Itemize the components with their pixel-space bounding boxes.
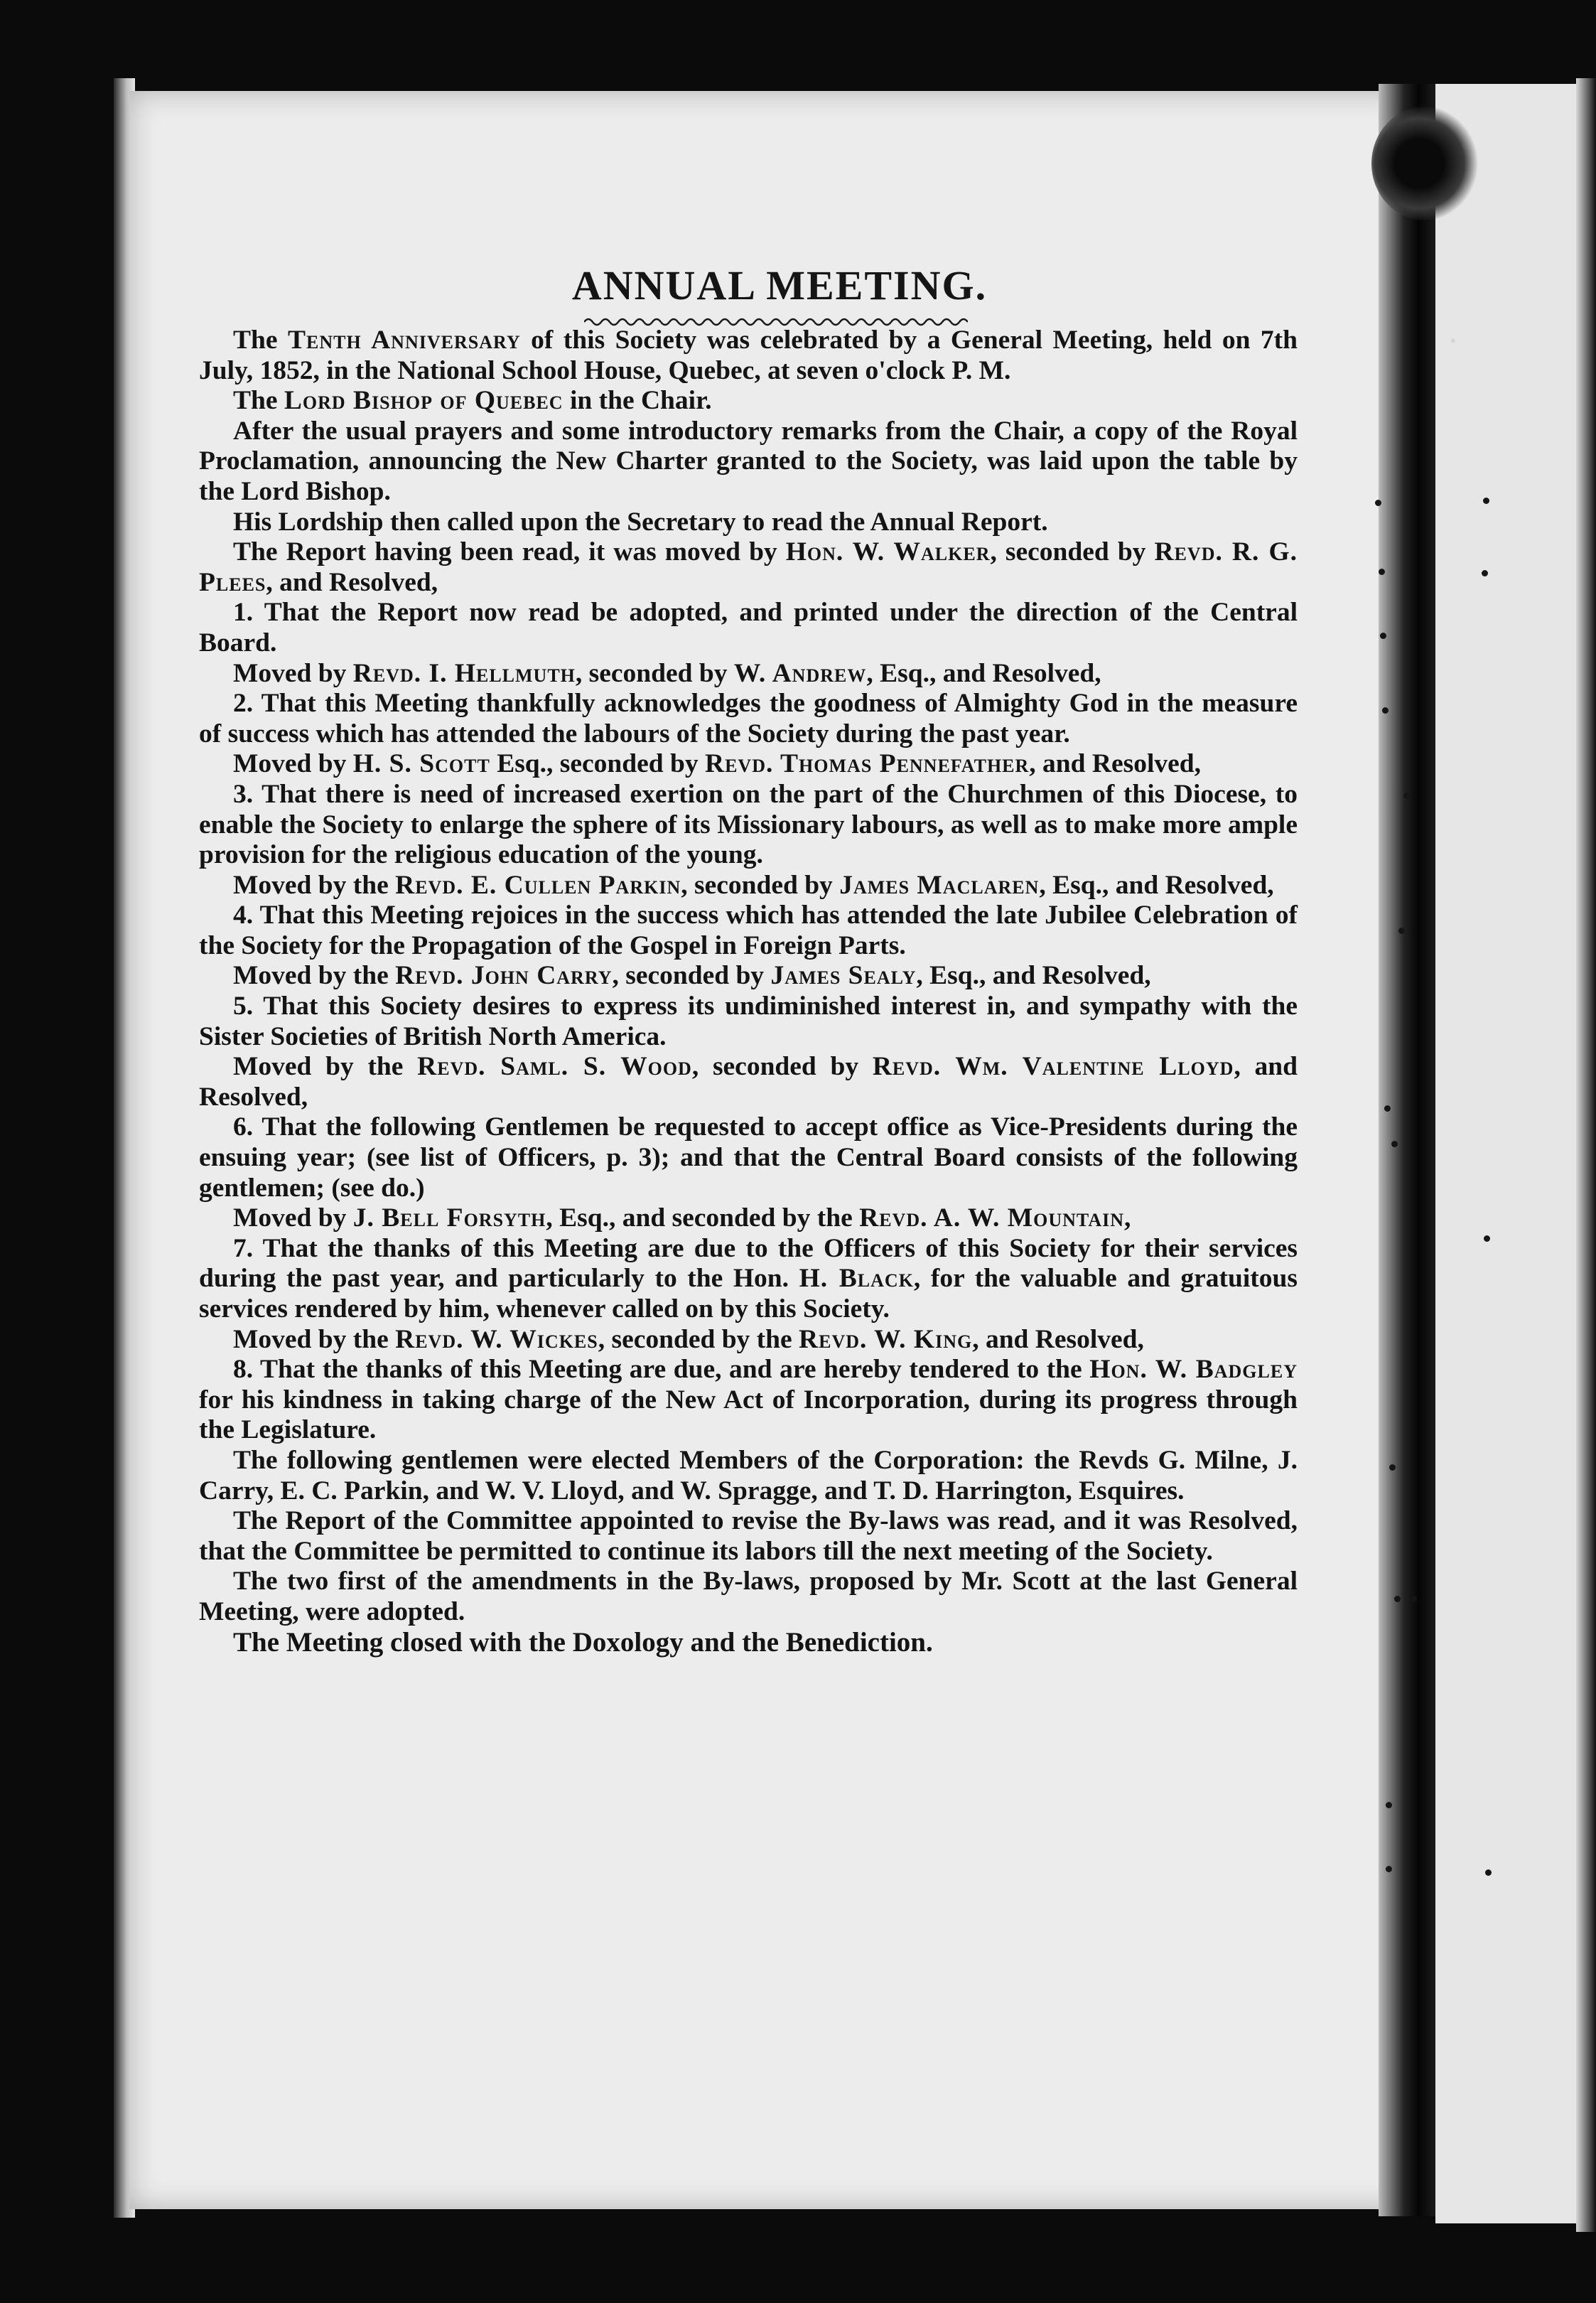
name-small-caps: Lord Bishop of Quebec [284, 386, 564, 416]
paragraph: Moved by the Revd. John Carry, seconded by James Sealy, Esq., and Resolved, [233, 961, 1151, 991]
name-small-caps: Revd. W. King [799, 1324, 973, 1354]
paragraph: 3. That there is need of increased exertion on the part of the Churchmen of this Diocese, to enable the Society to enlarge the sphere of its Missionary labours, as well as to make more ample provision for the religious education of the young. [199, 779, 1298, 870]
paragraph: The following gentlemen were elected Members of the Corporation: the Revds G. Milne, J. Carry, E. C. Parkin, and W. V. Lloyd, and W. Spragge, and T. D. Harrington, Esquires. [199, 1445, 1298, 1505]
page-title: ANNUAL MEETING. [571, 262, 988, 308]
binding-gutter [1379, 84, 1435, 2216]
name-small-caps: Hon. W. Walker [785, 537, 991, 567]
closing-line: The Meeting closed with the Doxology and the Benediction. [233, 1626, 933, 1658]
paragraph: Moved by the Revd. Saml. S. Wood, seconded by Revd. Wm. Valentine Lloyd, and Resolved, [199, 1052, 1298, 1112]
paragraph: Moved by H. S. Scott Esq., seconded by Revd. Thomas Pennefather, and Resolved, [233, 749, 1201, 779]
margin-dot [1394, 1596, 1401, 1602]
name-small-caps: James Sealy [770, 961, 917, 991]
margin-dot [1389, 1464, 1396, 1471]
margin-dot [1403, 793, 1410, 799]
margin-dot [1386, 1866, 1392, 1872]
paragraph: 5. That this Society desires to express its undiminished interest in, and sympathy with the Sister Societies of British North America. [199, 992, 1298, 1051]
name-small-caps: H. S. Scott [352, 749, 490, 779]
paragraph: 4. That this Meeting rejoices in the success which has attended the late Jubilee Celebration of the Society for the Propagation of the Gospel in Foreign Parts. [199, 901, 1298, 960]
margin-dot [1384, 1105, 1391, 1112]
name-small-caps: Revd. John Carry [395, 961, 613, 991]
name-small-caps: Revd. W. Wickes [395, 1324, 598, 1354]
paragraph: The Lord Bishop of Quebec in the Chair. [233, 386, 712, 416]
paragraph: 2. That this Meeting thankfully acknowledges the goodness of Almighty God in the measure of success which has attended the labours of the Society during the past year. [199, 689, 1298, 748]
margin-dot [1382, 707, 1389, 714]
paragraph: Moved by Revd. I. Hellmuth, seconded by W. Andrew, Esq., and Resolved, [233, 658, 1101, 688]
facing-page-edge [1576, 78, 1596, 2232]
name-small-caps: Revd. E. Cullen Parkin [395, 870, 681, 900]
name-small-caps: Revd. Thomas Pennefather [705, 749, 1030, 779]
binding-hole [1371, 107, 1478, 220]
paragraph: 6. That the following Gentlemen be requested to accept office as Vice-Presidents during the ensuing year; (see list of Officers, p. 3); and that the Central Board consists of the following gentlemen; (see do.) [199, 1112, 1298, 1203]
paragraph: Moved by the Revd. E. Cullen Parkin, seconded by James Maclaren, Esq., and Resolved, [233, 870, 1274, 900]
margin-dot [1391, 1141, 1398, 1147]
name-small-caps: J. Bell Forsyth [352, 1203, 546, 1233]
name-small-caps: Hon. W. Badgley [1089, 1355, 1298, 1385]
margin-dot [1482, 570, 1488, 576]
margin-dot [1411, 1596, 1417, 1602]
name-small-caps: Tenth Anniversary [288, 326, 521, 355]
paragraph: His Lordship then called upon the Secretary to read the Annual Report. [233, 507, 1048, 537]
name-small-caps: Revd. I. Hellmuth [352, 658, 576, 688]
name-small-caps: Revd. A. W. Mountain [859, 1203, 1124, 1233]
name-small-caps: H. Black [799, 1264, 914, 1294]
name-small-caps: Revd. Saml. S. Wood [417, 1052, 692, 1082]
name-small-caps: W. Andrew [733, 658, 867, 688]
paragraph: The Tenth Anniversary of this Society was celebrated by a General Meeting, held on 7th July, 1852, in the National School House, Quebec, at seven o'clock P. M. [199, 326, 1298, 385]
paragraph: 1. That the Report now read be adopted, and printed under the direction of the Central Board. [199, 598, 1298, 657]
margin-dot [1398, 928, 1405, 934]
name-small-caps: Revd. Wm. Valentine Lloyd [872, 1052, 1234, 1082]
name-small-caps: Revd. R. G. Plees [199, 537, 1298, 597]
paragraph: The Report of the Committee appointed to revise the By-laws was read, and it was Resolved, that the Committee be permitted to continue its labors till the next meeting of the Society. [199, 1506, 1298, 1566]
paragraph: After the usual prayers and some introductory remarks from the Chair, a copy of the Royal Proclamation, announcing the New Charter granted to the Society, was laid upon the table by the Lord Bishop. [199, 416, 1298, 506]
margin-dot [1380, 633, 1386, 639]
paragraph: 7. That the thanks of this Meeting are due to the Officers of this Society for their services during the past year, and particularly to the Hon. H. Black, for the valuable and gratuitous services rendered by him, whenever called on by this Society. [199, 1233, 1298, 1324]
paragraph: Moved by the Revd. W. Wickes, seconded by the Revd. W. King, and Resolved, [233, 1324, 1144, 1354]
document-page [129, 91, 1430, 2209]
paragraph: Moved by J. Bell Forsyth, Esq., and seconded by the Revd. A. W. Mountain, [233, 1203, 1131, 1233]
margin-dot [1483, 498, 1489, 504]
name-small-caps: James Maclaren [839, 870, 1040, 900]
facing-page: . [1435, 84, 1585, 2223]
paragraph: 8. That the thanks of this Meeting are due, and are hereby tendered to the Hon. W. Badgley for his kindness in taking charge of the New Act of Incorporation, during its progress through the Legislature. [199, 1355, 1298, 1445]
margin-dot [1379, 569, 1385, 575]
meeting-minutes-body [199, 326, 1298, 1658]
margin-dot [1485, 1869, 1492, 1876]
margin-dot [1375, 500, 1381, 506]
margin-dot [1386, 1802, 1392, 1808]
paragraph: The two first of the amendments in the By-laws, proposed by Mr. Scott at the last General Meeting, were adopted. [199, 1567, 1298, 1626]
paragraph: The Report having been read, it was moved by Hon. W. Walker, seconded by Revd. R. G. Plees, and Resolved, [199, 537, 1298, 597]
margin-dot [1484, 1235, 1490, 1242]
